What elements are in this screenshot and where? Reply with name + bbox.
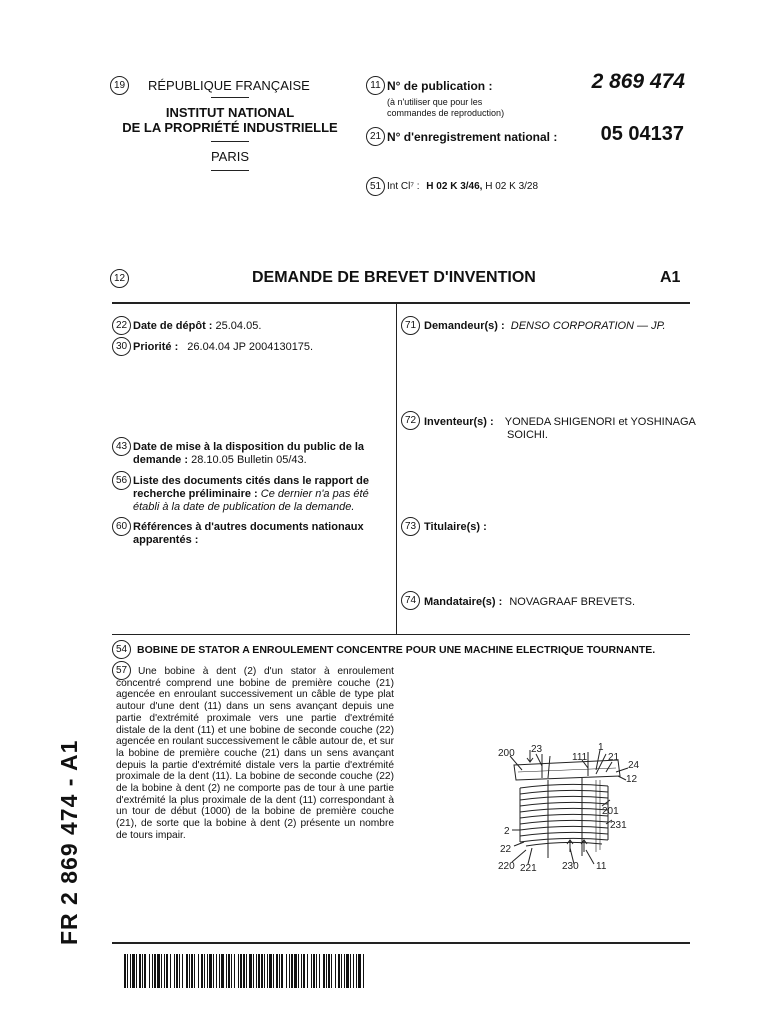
barcode-bar [130,954,131,988]
code-73-circle: 73 [401,517,420,536]
barcode-bar [204,954,205,988]
code-43-circle: 43 [112,437,131,456]
intcl-rest: H 02 K 3/28 [485,181,539,192]
barcode-bar [286,954,287,988]
barcode-bar [346,954,349,988]
column-divider [396,304,397,634]
code-60-circle: 60 [112,517,131,536]
title-rule [112,302,690,304]
invention-top-rule [112,634,690,635]
barcode-bar [226,954,227,988]
barcode-bar [174,954,175,988]
barcode-bar [161,954,162,988]
code-57-circle: 57 [112,661,131,680]
inventor-line-1 [424,416,694,429]
barcode-bar [219,954,220,988]
barcode-bar [201,954,203,988]
intcl-label: Int Cl⁷ : [387,181,420,192]
header-short-rule-2 [211,141,249,142]
public-line-2 [133,454,393,467]
barcode-bar [273,954,274,988]
barcode-bar [303,954,305,988]
barcode-bar [269,954,272,988]
code-19-circle: 19 [110,76,129,95]
barcode-bar [326,954,327,988]
barcode-bar [144,954,146,988]
document-kind: A1 [660,269,681,286]
barcode-bar [341,954,342,988]
code-12-circle: 12 [110,269,129,288]
priority [133,341,313,354]
barcode-bar [149,954,150,988]
barcode-bar [228,954,230,988]
barcode-bar [316,954,317,988]
national-references [133,521,393,547]
applicant [424,320,666,333]
deposit-value: 25.04.05. [215,320,262,332]
barcode-bar [294,954,297,988]
bottom-rule [112,942,690,944]
fig-label-220: 220 [498,861,515,872]
cited-documents [133,475,393,514]
inventor-value-1: YONEDA SHIGENORI et YOSHINAGA [504,416,696,428]
barcode-bar [191,954,193,988]
barcode-bar [198,954,199,988]
barcode-bar [207,954,208,988]
deposit-date [133,320,261,333]
barcode-bar [179,954,180,988]
agent-value: NOVAGRAAF BREVETS. [509,596,636,608]
publication-note-line-2: commandes de reproduction) [387,108,505,118]
republic-name: RÉPUBLIQUE FRANÇAISE [148,78,310,93]
barcode-bar [331,954,332,988]
barcode-bar [264,954,265,988]
barcode-bar [298,954,299,988]
barcode-bar [127,954,128,988]
inventor-value-2: SOICHI. [507,429,548,441]
barcode-bar [234,954,235,988]
barcode-bar [289,954,290,988]
barcode-bar [139,954,141,988]
code-72-circle: 72 [401,411,420,430]
barcode-bar [142,954,143,988]
refs-label-1: Références à d'autres documents nationaux [133,521,364,533]
fig-label-230: 230 [562,861,579,872]
barcode-bar [276,954,278,988]
fig-label-11: 11 [596,861,607,872]
deposit-label: Date de dépôt : [133,320,213,332]
applicant-label: Demandeur(s) : [424,320,505,332]
barcode-bar [313,954,315,988]
barcode-bar [238,954,239,988]
barcode-bar [311,954,312,988]
barcode-bar [344,954,345,988]
code-51-circle: 51 [366,177,385,196]
barcode-bar [353,954,354,988]
publication-label: N° de publication : [387,79,493,93]
barcode-bar [335,954,336,988]
code-71-circle: 71 [401,316,420,335]
barcode-bar [157,954,160,988]
barcode-bar [243,954,245,988]
barcode-bar [356,954,357,988]
barcode-bar [154,954,156,988]
fig-label-1: 1 [598,742,604,753]
docs-label-2: recherche préliminaire : [133,488,258,500]
barcode-bar [338,954,340,988]
barcode-bar [182,954,183,988]
public-value: 28.10.05 Bulletin 05/43. [191,454,307,466]
barcode-bar [186,954,188,988]
publication-number: 2 869 474 [591,70,685,93]
fig-label-23: 23 [531,744,543,755]
fig-label-21: 21 [608,752,620,763]
barcode-bar [209,954,212,988]
city-name: PARIS [210,149,250,164]
inventor-label: Inventeur(s) : [424,416,494,428]
barcode-bar [281,954,283,988]
intcl-line [387,181,538,193]
docs-italic-1: Ce dernier n'a pas été [260,488,369,500]
barcode-bar [124,954,126,988]
priority-label: Priorité : [133,341,179,353]
barcode-bar [132,954,135,988]
barcode-bar [307,954,308,988]
docs-line-2 [133,488,393,501]
refs-label-2: apparentés : [133,534,199,546]
barcode-bar [279,954,280,988]
fig-label-111: 111 [572,752,588,763]
public-label-1: Date de mise à la disposition du public de la [133,441,365,453]
barcode-bar [301,954,302,988]
barcode-bar [267,954,268,988]
fig-label-24: 24 [628,760,640,771]
barcode-bar [363,954,364,988]
barcode [124,954,366,988]
code-21-circle: 21 [366,127,385,146]
stator-coil-figure [470,740,650,875]
code-54-circle: 54 [112,640,131,659]
barcode-bar [253,954,254,988]
code-74-circle: 74 [401,591,420,610]
barcode-bar [358,954,361,988]
applicant-value: DENSO CORPORATION — JP. [510,320,666,332]
fig-label-201: 201 [602,806,619,817]
barcode-bar [350,954,351,988]
public-label-2: demande : [133,454,189,466]
agent-label: Mandataire(s) : [424,596,503,608]
fig-label-22: 22 [500,844,512,855]
barcode-bar [231,954,232,988]
barcode-bar [256,954,257,988]
header-short-rule-3 [211,170,249,171]
barcode-bars [124,954,364,988]
publication-note-line-1: (à n'utiliser que pour les [387,97,483,107]
barcode-bar [213,954,214,988]
fig-label-2: 2 [504,826,510,837]
institute-line-1: INSTITUT NATIONAL [165,105,295,120]
barcode-bar [189,954,190,988]
barcode-bar [240,954,242,988]
barcode-bar [319,954,320,988]
code-30-circle: 30 [112,337,131,356]
barcode-bar [249,954,252,988]
docs-italic-2: établi à la date de publication de la demande. [133,501,355,513]
agent [424,596,635,609]
abstract-text: Une bobine à dent (2) d'un stator à enroulement concentré comprend une bobine de première couche (21) agencée en enroulant successivement un câble de type plat autour d'une dent (11) dans un sens avançant depuis une partie d'extrémité proximale vers une partie d'extrémité distale de la dent (11) et une bobine de seconde couche (22) agencée en roulant successivement le câble autour de, et sur la bobine de première couche (21) dans un sens avançant depuis la partie d'extrémité distale vers la partie d'extrémité proximale de la dent (11). La bobine de seconde couche (22) de la bobine à dent (2) ne comporte pas de tour à une partie d'extrémité la plus proximale de la dent (11) correspondant à un tour de début (1000) de la bobine de première couche (21), de sorte que la bobine à dent (2) présente un nombre de tours impair. [116,666,394,841]
fig-label-200: 200 [498,748,515,759]
side-publication-reference: FR 2 869 474 - A1 [56,739,82,945]
barcode-bar [246,954,247,988]
barcode-bar [328,954,330,988]
barcode-bar [258,954,260,988]
docs-label-1: Liste des documents cités dans le rapport de [133,475,369,487]
barcode-bar [176,954,178,988]
inventor [424,416,694,442]
barcode-bar [170,954,171,988]
document-title: DEMANDE DE BREVET D'INVENTION [252,269,536,286]
barcode-bar [323,954,325,988]
barcode-bar [221,954,224,988]
priority-value: 26.04.04 JP 2004130175. [187,341,314,353]
barcode-bar [261,954,263,988]
fig-label-221: 221 [520,863,537,874]
invention-title: BOBINE DE STATOR A ENROULEMENT CONCENTRE POUR UNE MACHINE ELECTRIQUE TOURNANTE. [137,644,656,656]
holder-label: Titulaire(s) : [424,521,487,533]
barcode-bar [166,954,168,988]
header-short-rule-1 [211,97,249,98]
barcode-bar [136,954,137,988]
intcl-bold: H 02 K 3/46, [426,181,483,192]
institute-line-2: DE LA PROPRIÉTÉ INDUSTRIELLE [122,120,338,135]
barcode-bar [291,954,293,988]
public-availability [133,441,393,467]
fig-label-12: 12 [626,774,638,785]
barcode-bar [216,954,217,988]
code-11-circle: 11 [366,76,385,95]
code-56-circle: 56 [112,471,131,490]
registration-number: 05 04137 [600,123,684,145]
barcode-bar [164,954,165,988]
barcode-bar [152,954,153,988]
barcode-bar [194,954,195,988]
fig-label-231: 231 [610,820,627,831]
code-22-circle: 22 [112,316,131,335]
registration-label: N° d'enregistrement national : [387,130,558,144]
